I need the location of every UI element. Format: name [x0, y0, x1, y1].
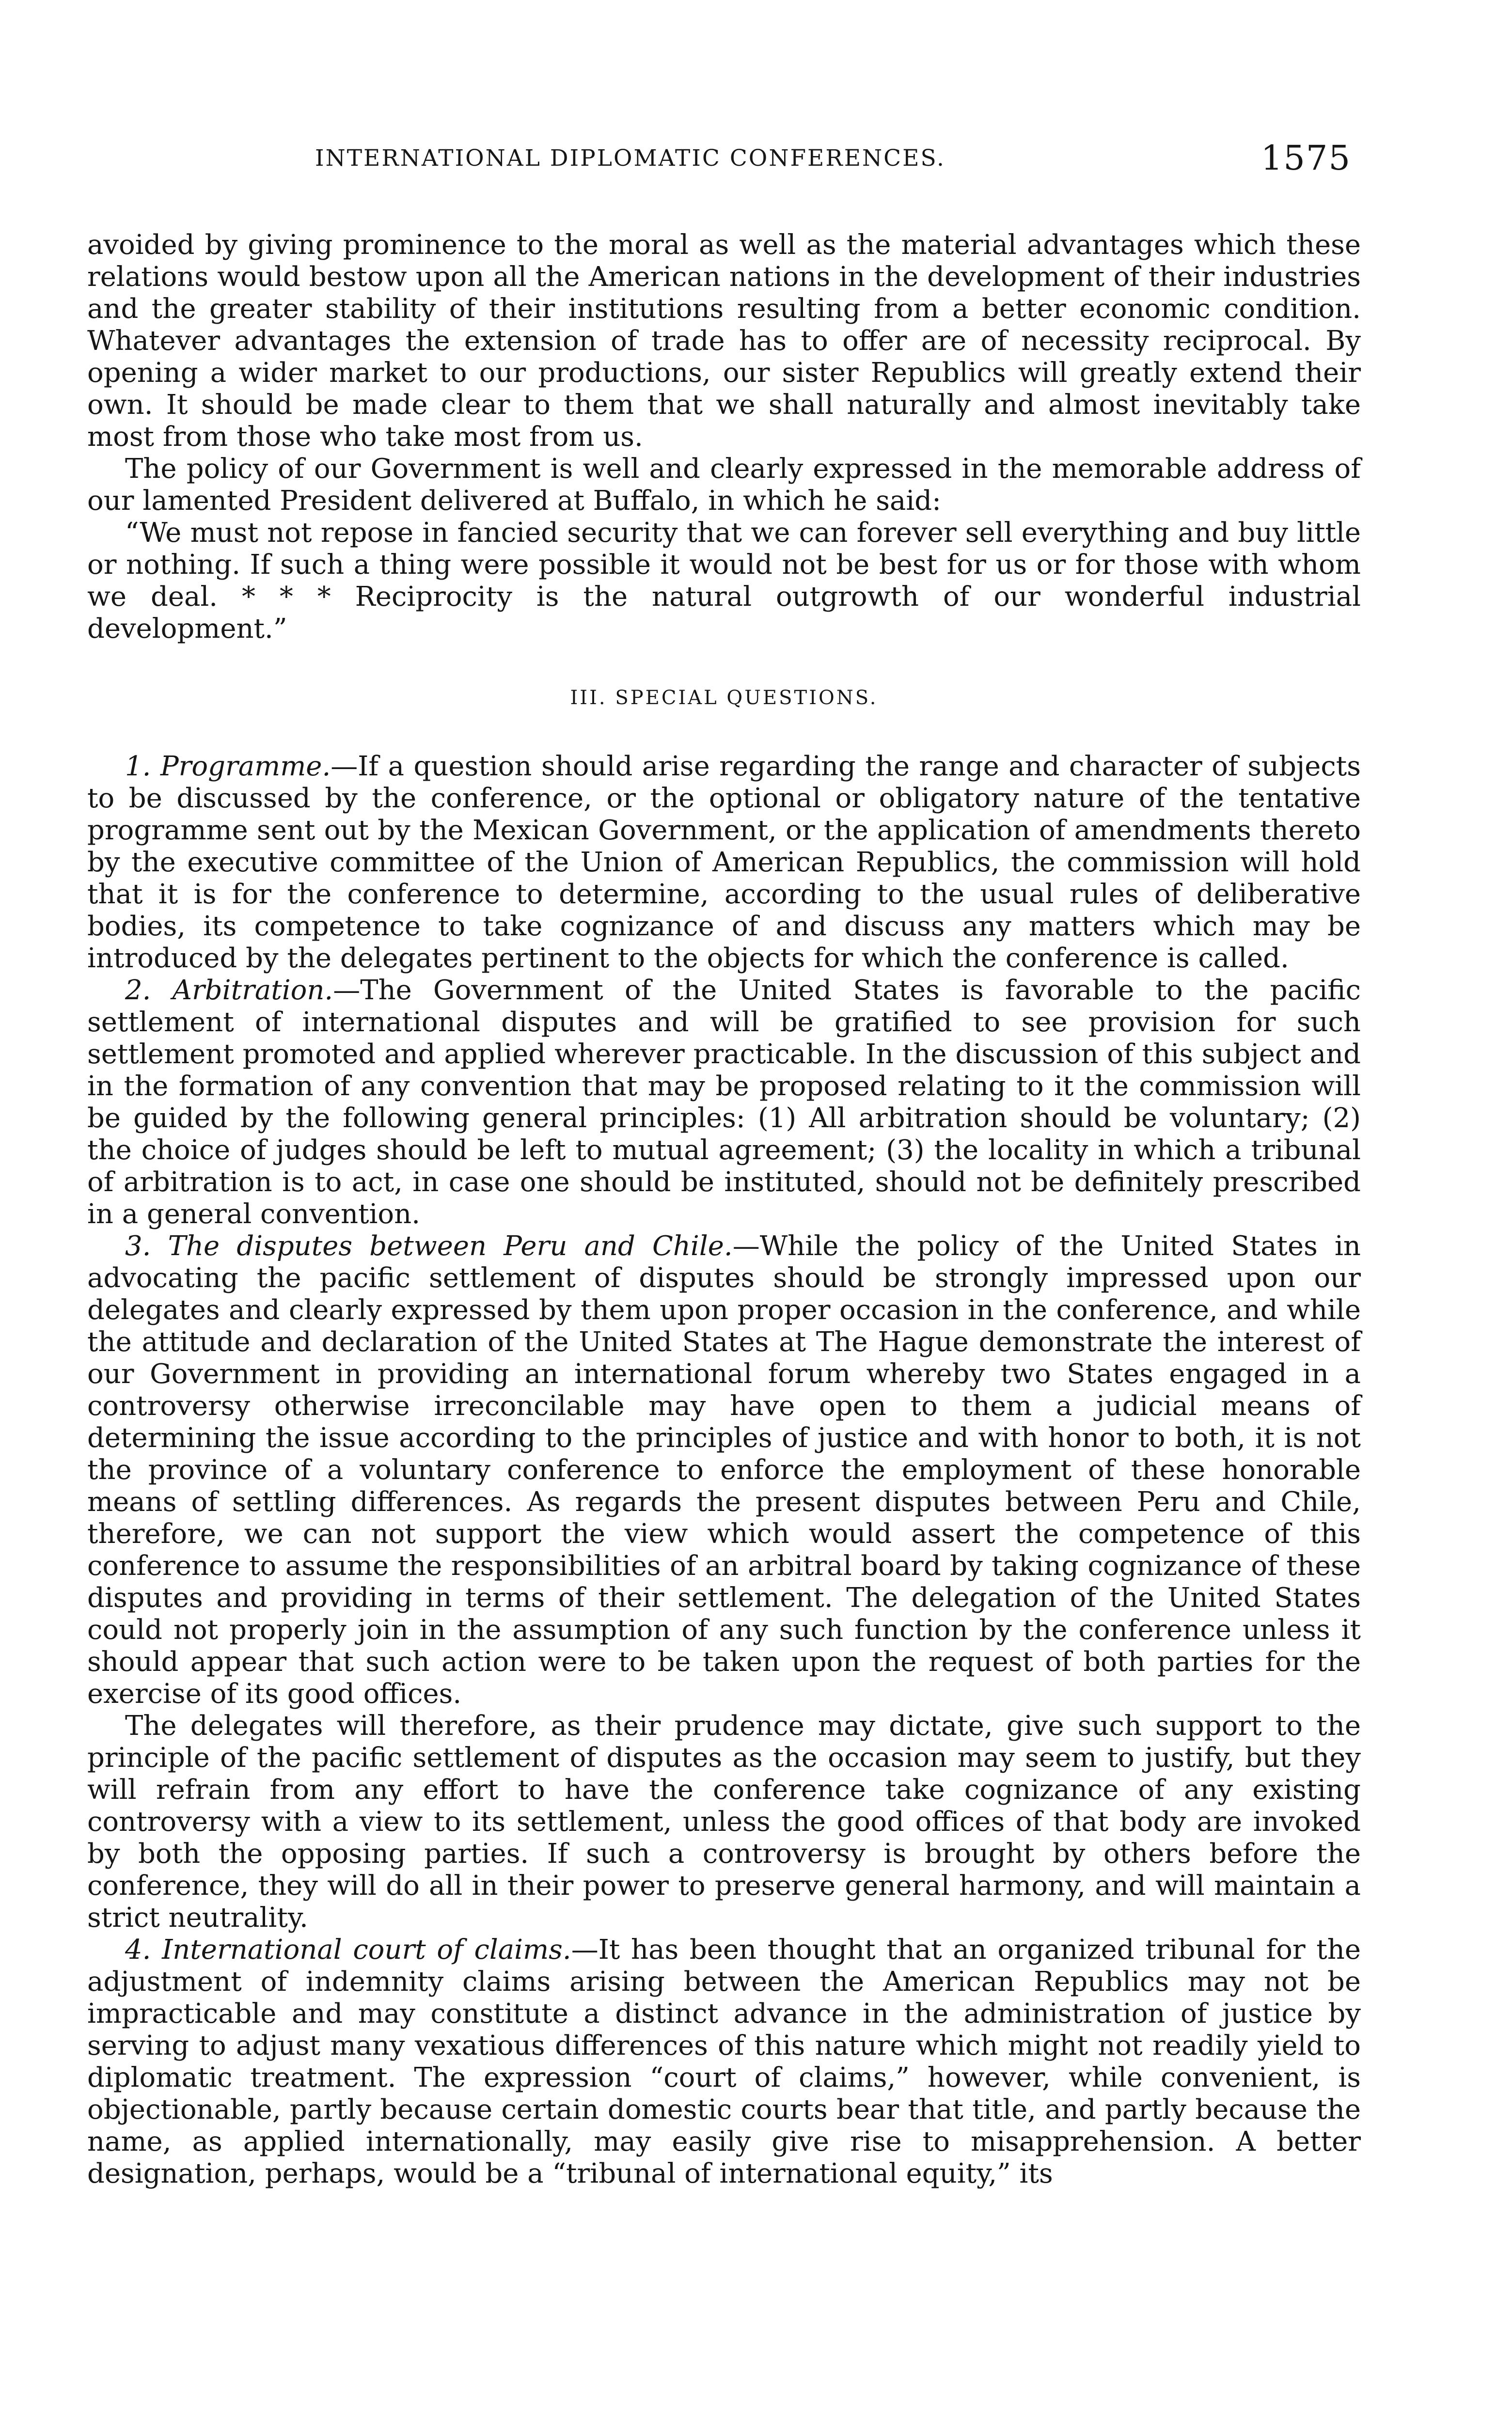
item-number: 4. — [125, 1934, 151, 1966]
quote-buffalo-address: “We must not repose in fancied security that we can forever sell everything and buy little or nothing. If such a thing were possible it would not be best for us or for those with whom we deal. * * * Reciprocity is the natural outgrowth of our wonderful industrial development.” — [87, 517, 1361, 645]
item-number: 1. — [125, 751, 151, 782]
running-title: INTERNATIONAL DIPLOMATIC CONFERENCES. — [315, 145, 945, 172]
paragraph-delegates: The delegates will therefore, as their prudence may dictate, give such support to the principle of the pacific settlement of disputes as the occasion may seem to justify, but they will refrain from any effort to have the conference take cognizance of any existing controversy with a view to its settlement, unless the good offices of that body are invoked by both the opposing parties. If such a controversy is brought by others before the conference, they will do all in their power to preserve general harmony, and will maintain a strict neutrality. — [87, 1710, 1361, 1934]
item-title: Arbitration. — [172, 975, 333, 1006]
running-header — [87, 138, 1361, 182]
item-arbitration — [87, 975, 1361, 1230]
body-text — [87, 229, 1361, 2190]
paragraph-policy: The policy of our Government is well and clearly expressed in the memorable address of our lamented President delivered at Buffalo, in which he said: — [87, 453, 1361, 517]
document-page — [87, 138, 1361, 2190]
item-number: 3. — [125, 1230, 151, 1262]
item-text: —It has been thought that an organized tribunal for the adjustment of indemnity claims arising between the American Republics may not be impracticable and may constitute a distinct advance in the administration of justice by serving to adjust many vexatious differences of this nature which might not readily yield to diplomatic treatment. The expression “court of claims,” however, while convenient, is objectionable, partly because certain domestic courts bear that title, and partly because the name, as applied internationally, may easily give rise to misapprehension. A better designation, perhaps, would be a “tribunal of international equity,” its — [87, 1934, 1361, 2189]
item-number: 2. — [125, 975, 151, 1006]
page-number: 1575 — [1260, 138, 1351, 178]
item-title: Programme. — [160, 751, 331, 782]
item-text: —The Government of the United States is favorable to the pacific settlement of international disputes and will be gratified to see provision for such settlement promoted and applied wherever practicable. In the discussion of this subject and in the formation of any convention that may be proposed relating to it the commission will be guided by the following general principles: (1) All arbitration should be voluntary; (2) the choice of judges should be left to mutual agreement; (3) the locality in which a tribunal of arbitration is to act, in case one should be instituted, should not be definitely prescribed in a general convention. — [87, 975, 1361, 1230]
item-programme — [87, 751, 1361, 975]
item-title: International court of claims. — [162, 1934, 571, 1966]
item-text: —While the policy of the United States in advocating the pacific settlement of disputes should be strongly impressed upon our delegates and clearly expressed by them upon proper occasion in the conference, and while the attitude and declaration of the United States at The Hague demonstrate the interest of our Government in providing an international forum whereby two States engaged in a controversy otherwise irreconcilable may have open to them a judicial means of determining the issue according to the principles of justice and with honor to both, it is not the province of a voluntary conference to enforce the employment of these honorable means of settling differences. As regards the present disputes between Peru and Chile, therefore, we can not support the view which would assert the competence of this conference to assume the responsibilities of an arbitral board by taking cognizance of these disputes and providing in terms of their settlement. The delegation of the United States could not properly join in the assumption of any such function by the conference unless it should appear that such action were to be taken upon the request of both parties for the exercise of its good offices. — [87, 1230, 1361, 1710]
item-court-of-claims — [87, 1934, 1361, 2190]
item-text: —If a question should arise regarding the range and character of subjects to be discussed by the conference, or the optional or obligatory nature of the tentative programme sent out by the Mexican Government, or the application of amendments thereto by the executive committee of the Union of American Republics, the commission will hold that it is for the conference to determine, according to the usual rules of deliberative bodies, its competence to take cognizance of and discuss any matters which may be introduced by the delegates pertinent to the objects for which the conference is called. — [87, 751, 1361, 974]
paragraph-reciprocity: avoided by giving prominence to the moral as well as the material advantages which these relations would bestow upon all the American nations in the development of their industries and the greater stability of their institutions resulting from a better economic condition. Whatever advantages the extension of trade has to offer are of necessity reciprocal. By opening a wider market to our productions, our sister Republics will greatly extend their own. It should be made clear to them that we shall naturally and almost inevitably take most from those who take most from us. — [87, 229, 1361, 453]
item-peru-chile — [87, 1230, 1361, 1710]
section-heading: III. SPECIAL QUESTIONS. — [570, 687, 878, 709]
item-title: The disputes between Peru and Chile. — [168, 1230, 733, 1262]
